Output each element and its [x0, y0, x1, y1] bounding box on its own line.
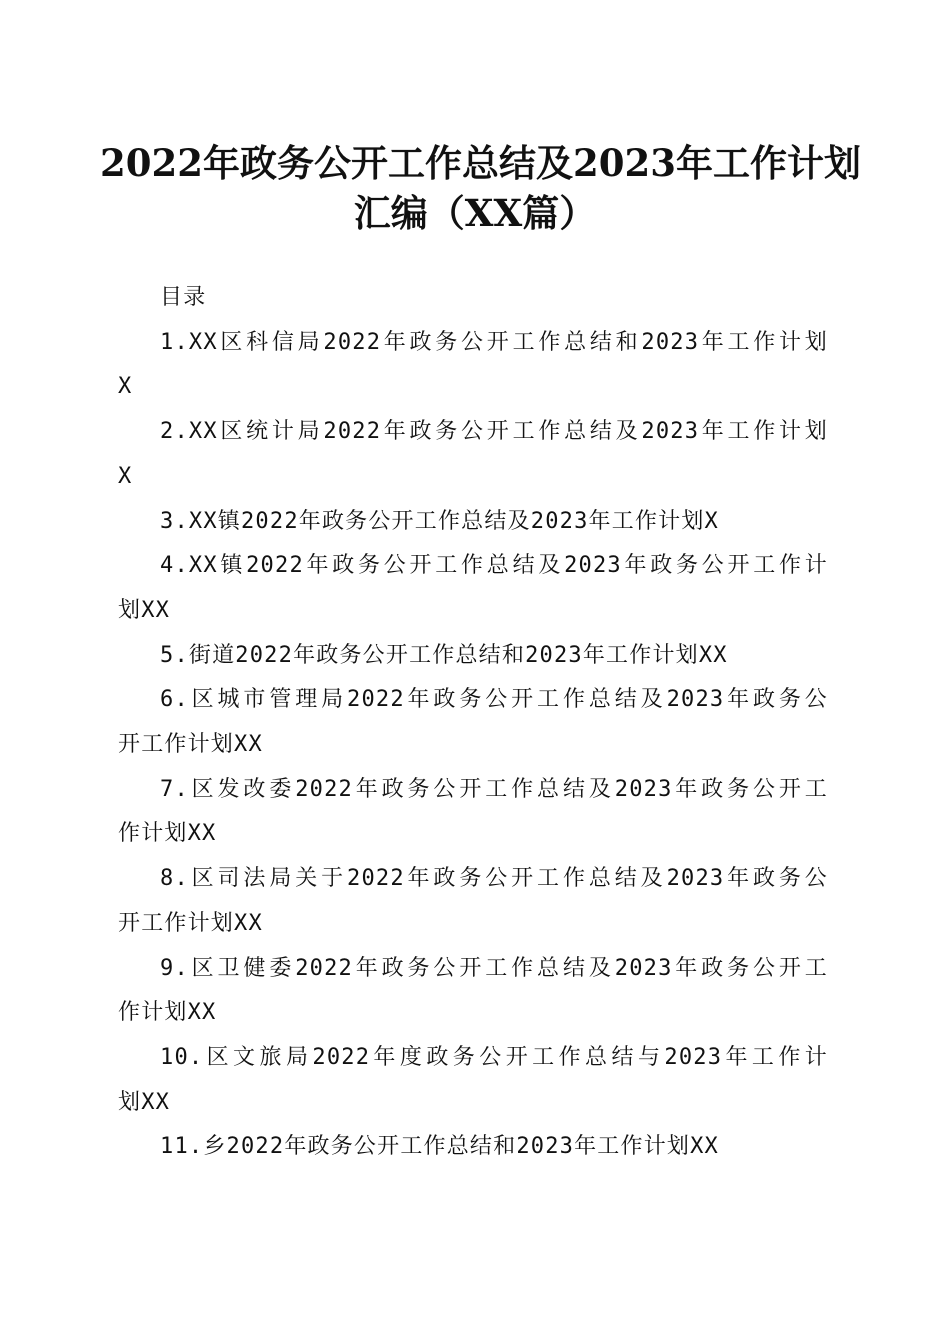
toc-item [118, 410, 828, 499]
toc-heading: 目录 [160, 285, 207, 310]
toc-item-line: 1.XX区科信局2022年政务公开工作总结和2023年工作计划 [160, 329, 828, 355]
toc-item [118, 1036, 828, 1125]
toc-item-continuation: X [118, 463, 133, 489]
toc-item-line: 10.区文旅局2022年度政务公开工作总结与2023年工作计 [160, 1044, 828, 1070]
toc-item [118, 544, 828, 633]
toc-item [118, 947, 828, 1036]
toc-item-line: 3.XX镇2022年政务公开工作总结及2023年工作计划X [160, 508, 719, 534]
title-line-1: 2022年政务公开工作总结及2023年工作计划 [100, 141, 861, 185]
toc-item [118, 1125, 828, 1170]
toc-item [118, 768, 828, 857]
toc-item-continuation: 开工作计划XX [118, 910, 263, 936]
toc-item-line: 11.乡2022年政务公开工作总结和2023年工作计划XX [160, 1134, 719, 1160]
toc-item-line: 5.街道2022年政务公开工作总结和2023年工作计划XX [160, 642, 728, 668]
toc-item-line: 7.区发改委2022年政务公开工作总结及2023年政务公开工 [160, 776, 828, 802]
toc-item [118, 634, 828, 679]
toc-item-continuation: 划XX [118, 597, 171, 623]
toc-item-continuation: 作计划XX [118, 1000, 217, 1026]
toc-item-line: 8.区司法局关于2022年政务公开工作总结及2023年政务公 [160, 866, 828, 892]
title-line-2: 汇编（XX篇） [353, 191, 597, 235]
toc-item-line: 2.XX区统计局2022年政务公开工作总结及2023年工作计划 [160, 419, 828, 445]
document-title [100, 138, 861, 238]
toc-item-line: 4.XX镇2022年政务公开工作总结及2023年政务公开工作计 [160, 553, 828, 579]
toc-item [118, 321, 828, 410]
toc-item [118, 678, 828, 767]
toc-item-line: 9.区卫健委2022年政务公开工作总结及2023年政务公开工 [160, 955, 828, 981]
table-of-contents [118, 276, 828, 1170]
toc-item-line: 6.区城市管理局2022年政务公开工作总结及2023年政务公 [160, 687, 828, 713]
toc-item [118, 500, 828, 545]
toc-item-continuation: X [118, 374, 133, 400]
toc-item-continuation: 作计划XX [118, 821, 217, 847]
toc-item [118, 857, 828, 946]
toc-item-continuation: 划XX [118, 1089, 171, 1115]
toc-item-continuation: 开工作计划XX [118, 732, 263, 758]
